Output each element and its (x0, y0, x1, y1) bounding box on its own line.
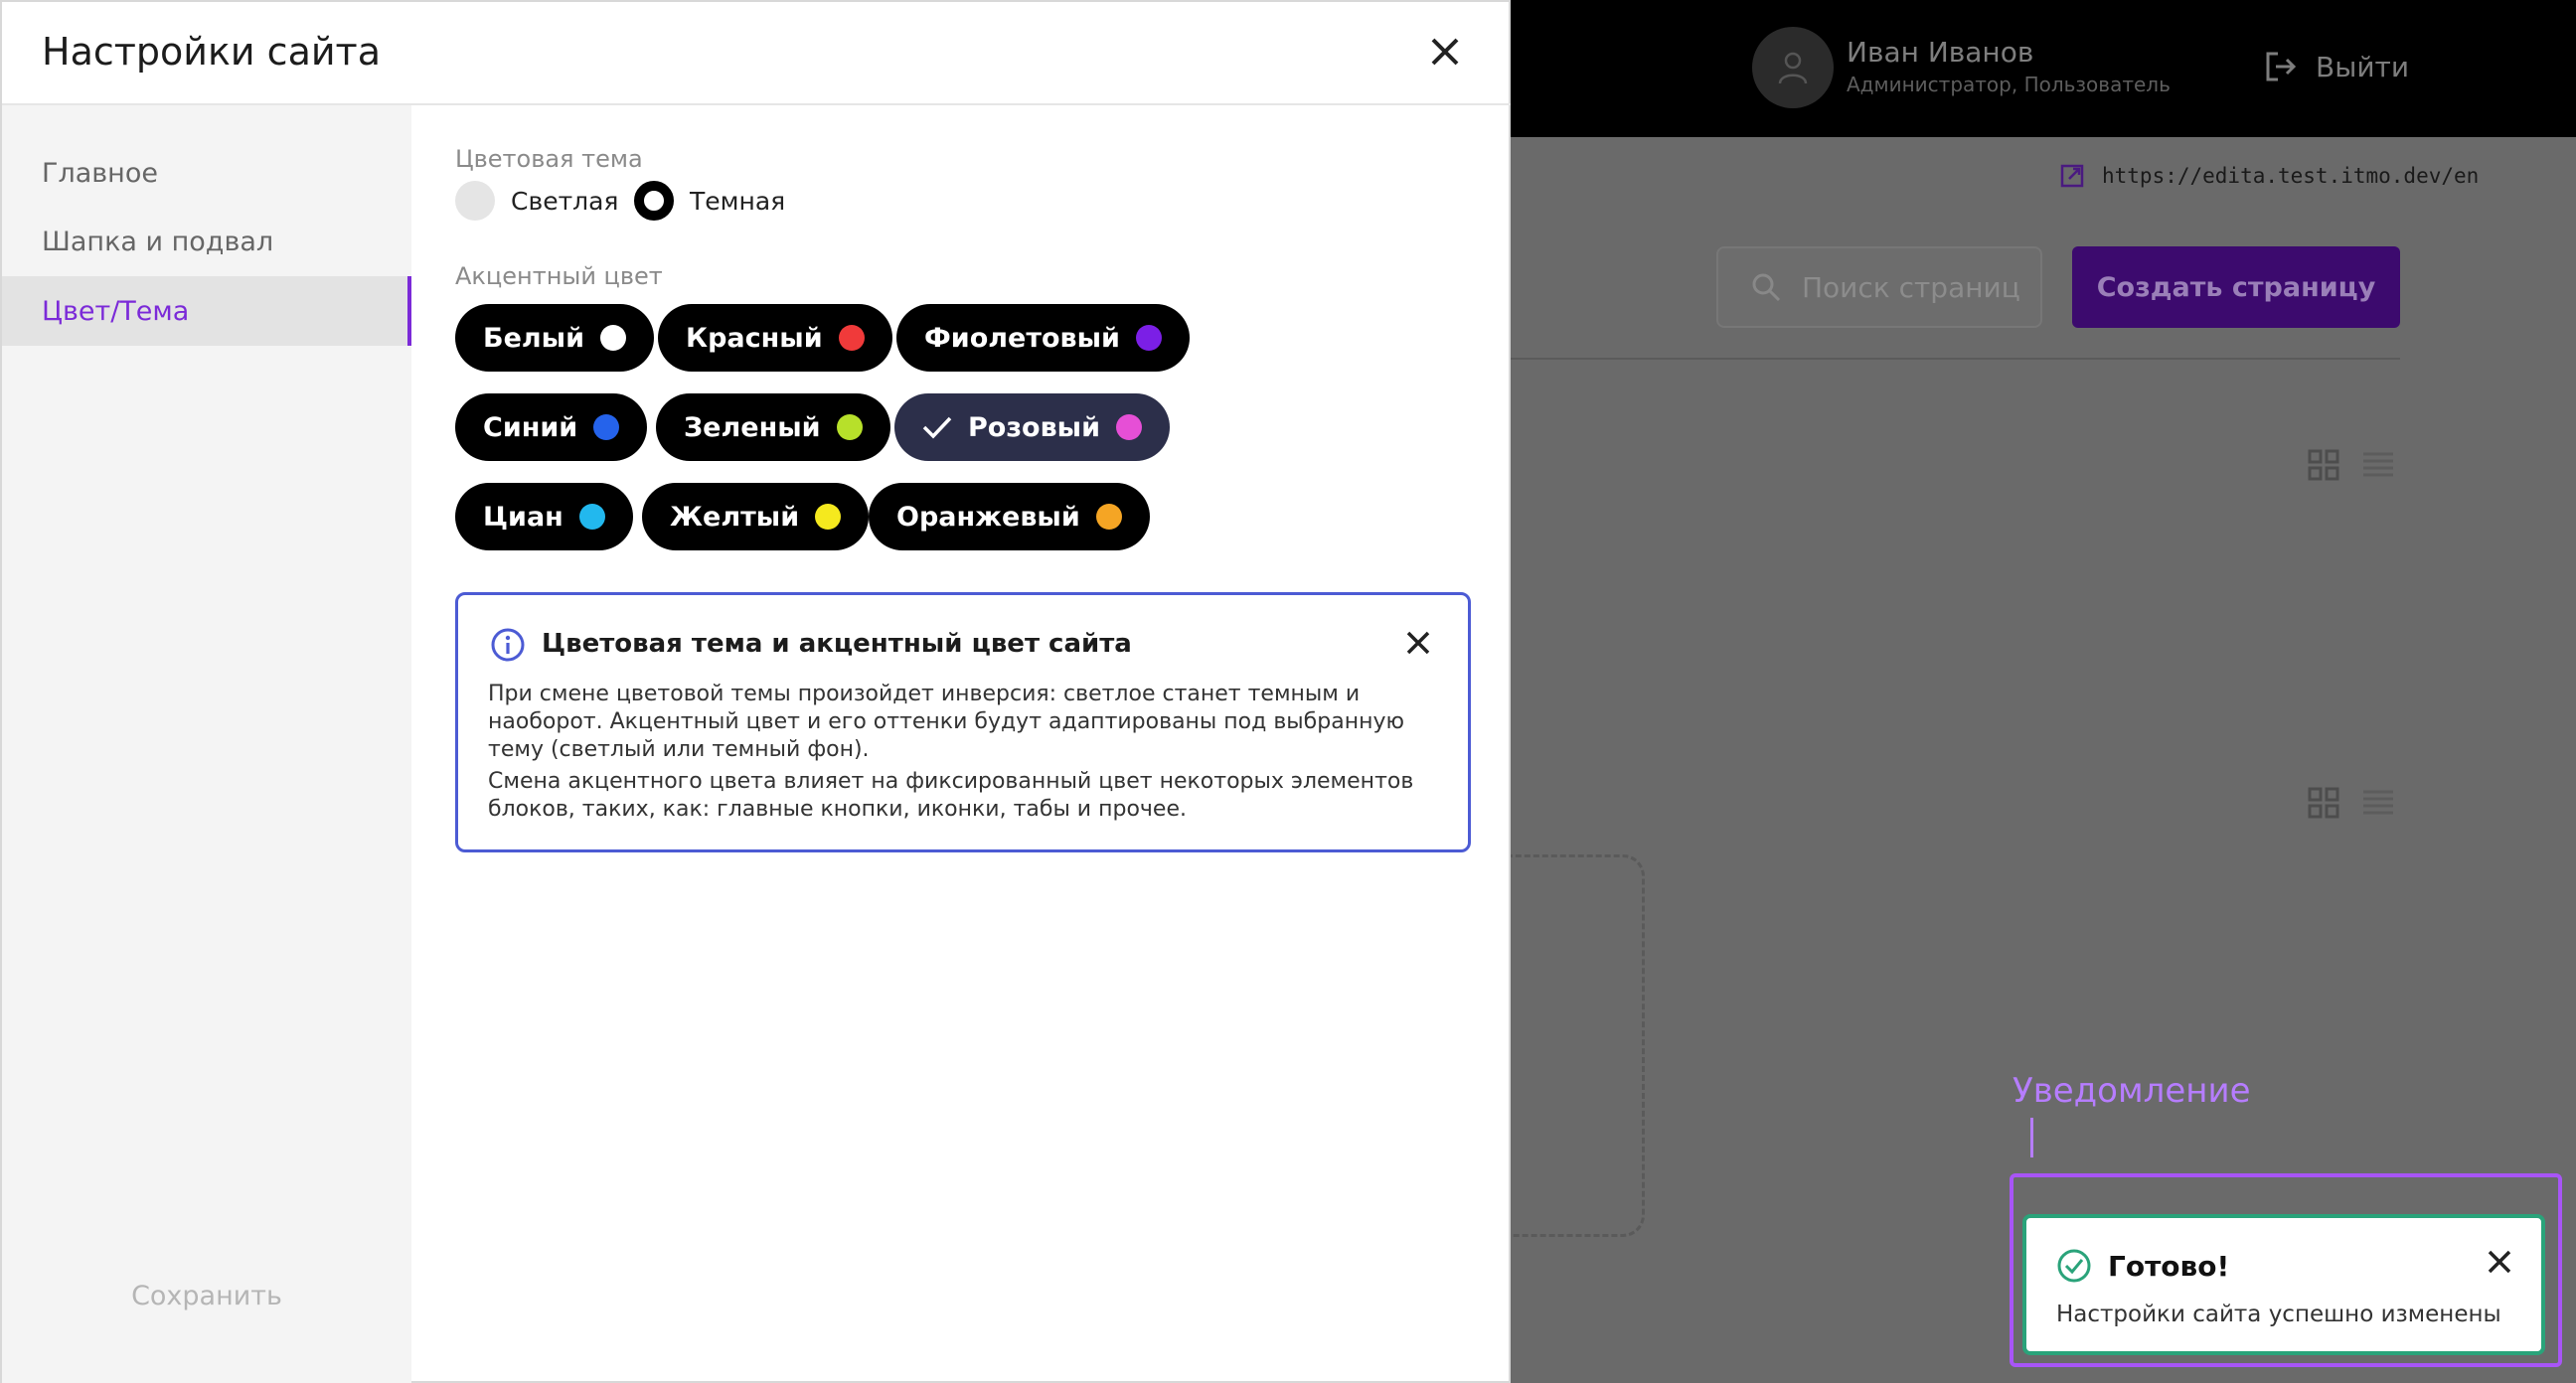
color-dot (839, 325, 865, 351)
close-icon[interactable] (2486, 1248, 2513, 1276)
info-text (488, 681, 1452, 824)
chip-label: Белый (483, 322, 585, 354)
divider (1511, 358, 2400, 360)
accent-chip-blue[interactable] (455, 393, 647, 461)
accent-chip-yellow[interactable] (642, 483, 869, 550)
accent-section-label: Акцентный цвет (455, 262, 663, 290)
sidebar-item-header-footer[interactable]: Шапка и подвал (42, 226, 274, 257)
theme-section-label: Цветовая тема (455, 145, 643, 173)
create-page-label: Создать страницу (2096, 271, 2376, 303)
color-dot (815, 504, 841, 530)
list-view-icon[interactable] (2361, 449, 2395, 481)
accent-chip-orange[interactable] (869, 483, 1150, 550)
accent-chip-violet[interactable] (896, 304, 1190, 372)
chip-label: Розовый (968, 411, 1100, 443)
theme-option-light[interactable] (455, 181, 618, 221)
accent-chip-pink[interactable] (894, 393, 1170, 461)
chip-label: Фиолетовый (924, 322, 1120, 354)
callout-line (2030, 1118, 2033, 1157)
chip-label: Синий (483, 411, 578, 443)
user-avatar[interactable] (1752, 27, 1834, 108)
color-dot (1136, 325, 1162, 351)
create-page-button[interactable] (2072, 246, 2400, 328)
list-view-icon[interactable] (2361, 787, 2395, 819)
settings-sidebar (2, 105, 411, 1383)
chip-label: Красный (686, 322, 823, 354)
chip-label: Зеленый (684, 411, 821, 443)
site-url: https://edita.test.itmo.dev/en (2102, 164, 2480, 188)
toast-message: Настройки сайта успешно изменены (2056, 1302, 2501, 1327)
logout-icon (2264, 50, 2298, 83)
info-paragraph: Смена акцентного цвета влияет на фиксированный цвет некоторых элементов блоков, таких, как: главные кнопки, иконки, табы и прочее. (488, 769, 1414, 822)
theme-option-dark[interactable] (634, 181, 785, 221)
modal-title: Настройки сайта (42, 30, 381, 74)
info-icon (490, 627, 526, 663)
close-icon[interactable] (1404, 629, 1432, 657)
accent-chip-cyan[interactable] (455, 483, 633, 550)
search-placeholder: Поиск страниц (1802, 270, 2020, 304)
logout-label: Выйти (2316, 50, 2410, 83)
accent-chip-red[interactable] (658, 304, 892, 372)
page-search-input[interactable] (1716, 246, 2042, 328)
chip-label: Оранжевый (896, 501, 1080, 533)
check-circle-icon (2056, 1248, 2092, 1284)
radio-light[interactable] (455, 181, 495, 221)
info-paragraph: При смене цветовой темы произойдет инверсия: светлое станет темным и наоборот. Акцентный цвет и его оттенки будут адаптированы под выбранную тему (светлый или темный фон). (488, 682, 1405, 762)
search-icon (1750, 271, 1782, 303)
accent-chip-white[interactable] (455, 304, 654, 372)
external-link-icon (2060, 164, 2084, 188)
check-icon (922, 415, 952, 439)
callout-label: Уведомление (2012, 1071, 2251, 1111)
theme-option-label: Светлая (511, 186, 619, 216)
logout-button[interactable] (2264, 50, 2409, 83)
color-dot (1116, 414, 1142, 440)
grid-view-icon[interactable] (2308, 787, 2339, 819)
save-button[interactable]: Сохранить (131, 1281, 282, 1311)
site-link[interactable] (2060, 164, 2479, 188)
color-dot (579, 504, 605, 530)
sidebar-item-color-theme[interactable]: Цвет/Тема (2, 276, 411, 346)
view-toggle (2308, 787, 2395, 819)
info-title: Цветовая тема и акцентный цвет сайта (542, 629, 1132, 659)
radio-dark[interactable] (634, 181, 674, 221)
settings-content (411, 105, 1511, 1383)
view-toggle (2308, 449, 2395, 481)
chip-label: Циан (483, 501, 564, 533)
accent-chip-green[interactable] (656, 393, 890, 461)
toast-title: Готово! (2108, 1250, 2230, 1283)
sidebar-item-main[interactable]: Главное (42, 157, 158, 189)
user-roles: Администратор, Пользователь (1847, 73, 2171, 96)
user-name: Иван Иванов (1847, 36, 2034, 69)
grid-view-icon[interactable] (2308, 449, 2339, 481)
color-dot (837, 414, 863, 440)
chip-label: Желтый (670, 501, 800, 533)
theme-option-label: Темная (690, 186, 786, 216)
color-dot (593, 414, 619, 440)
color-dot (600, 325, 626, 351)
close-icon[interactable] (1427, 34, 1463, 70)
user-icon (1778, 51, 1808, 84)
info-box (455, 592, 1471, 852)
modal-header (2, 2, 1511, 105)
success-toast (2022, 1214, 2545, 1355)
color-dot (1096, 504, 1122, 530)
